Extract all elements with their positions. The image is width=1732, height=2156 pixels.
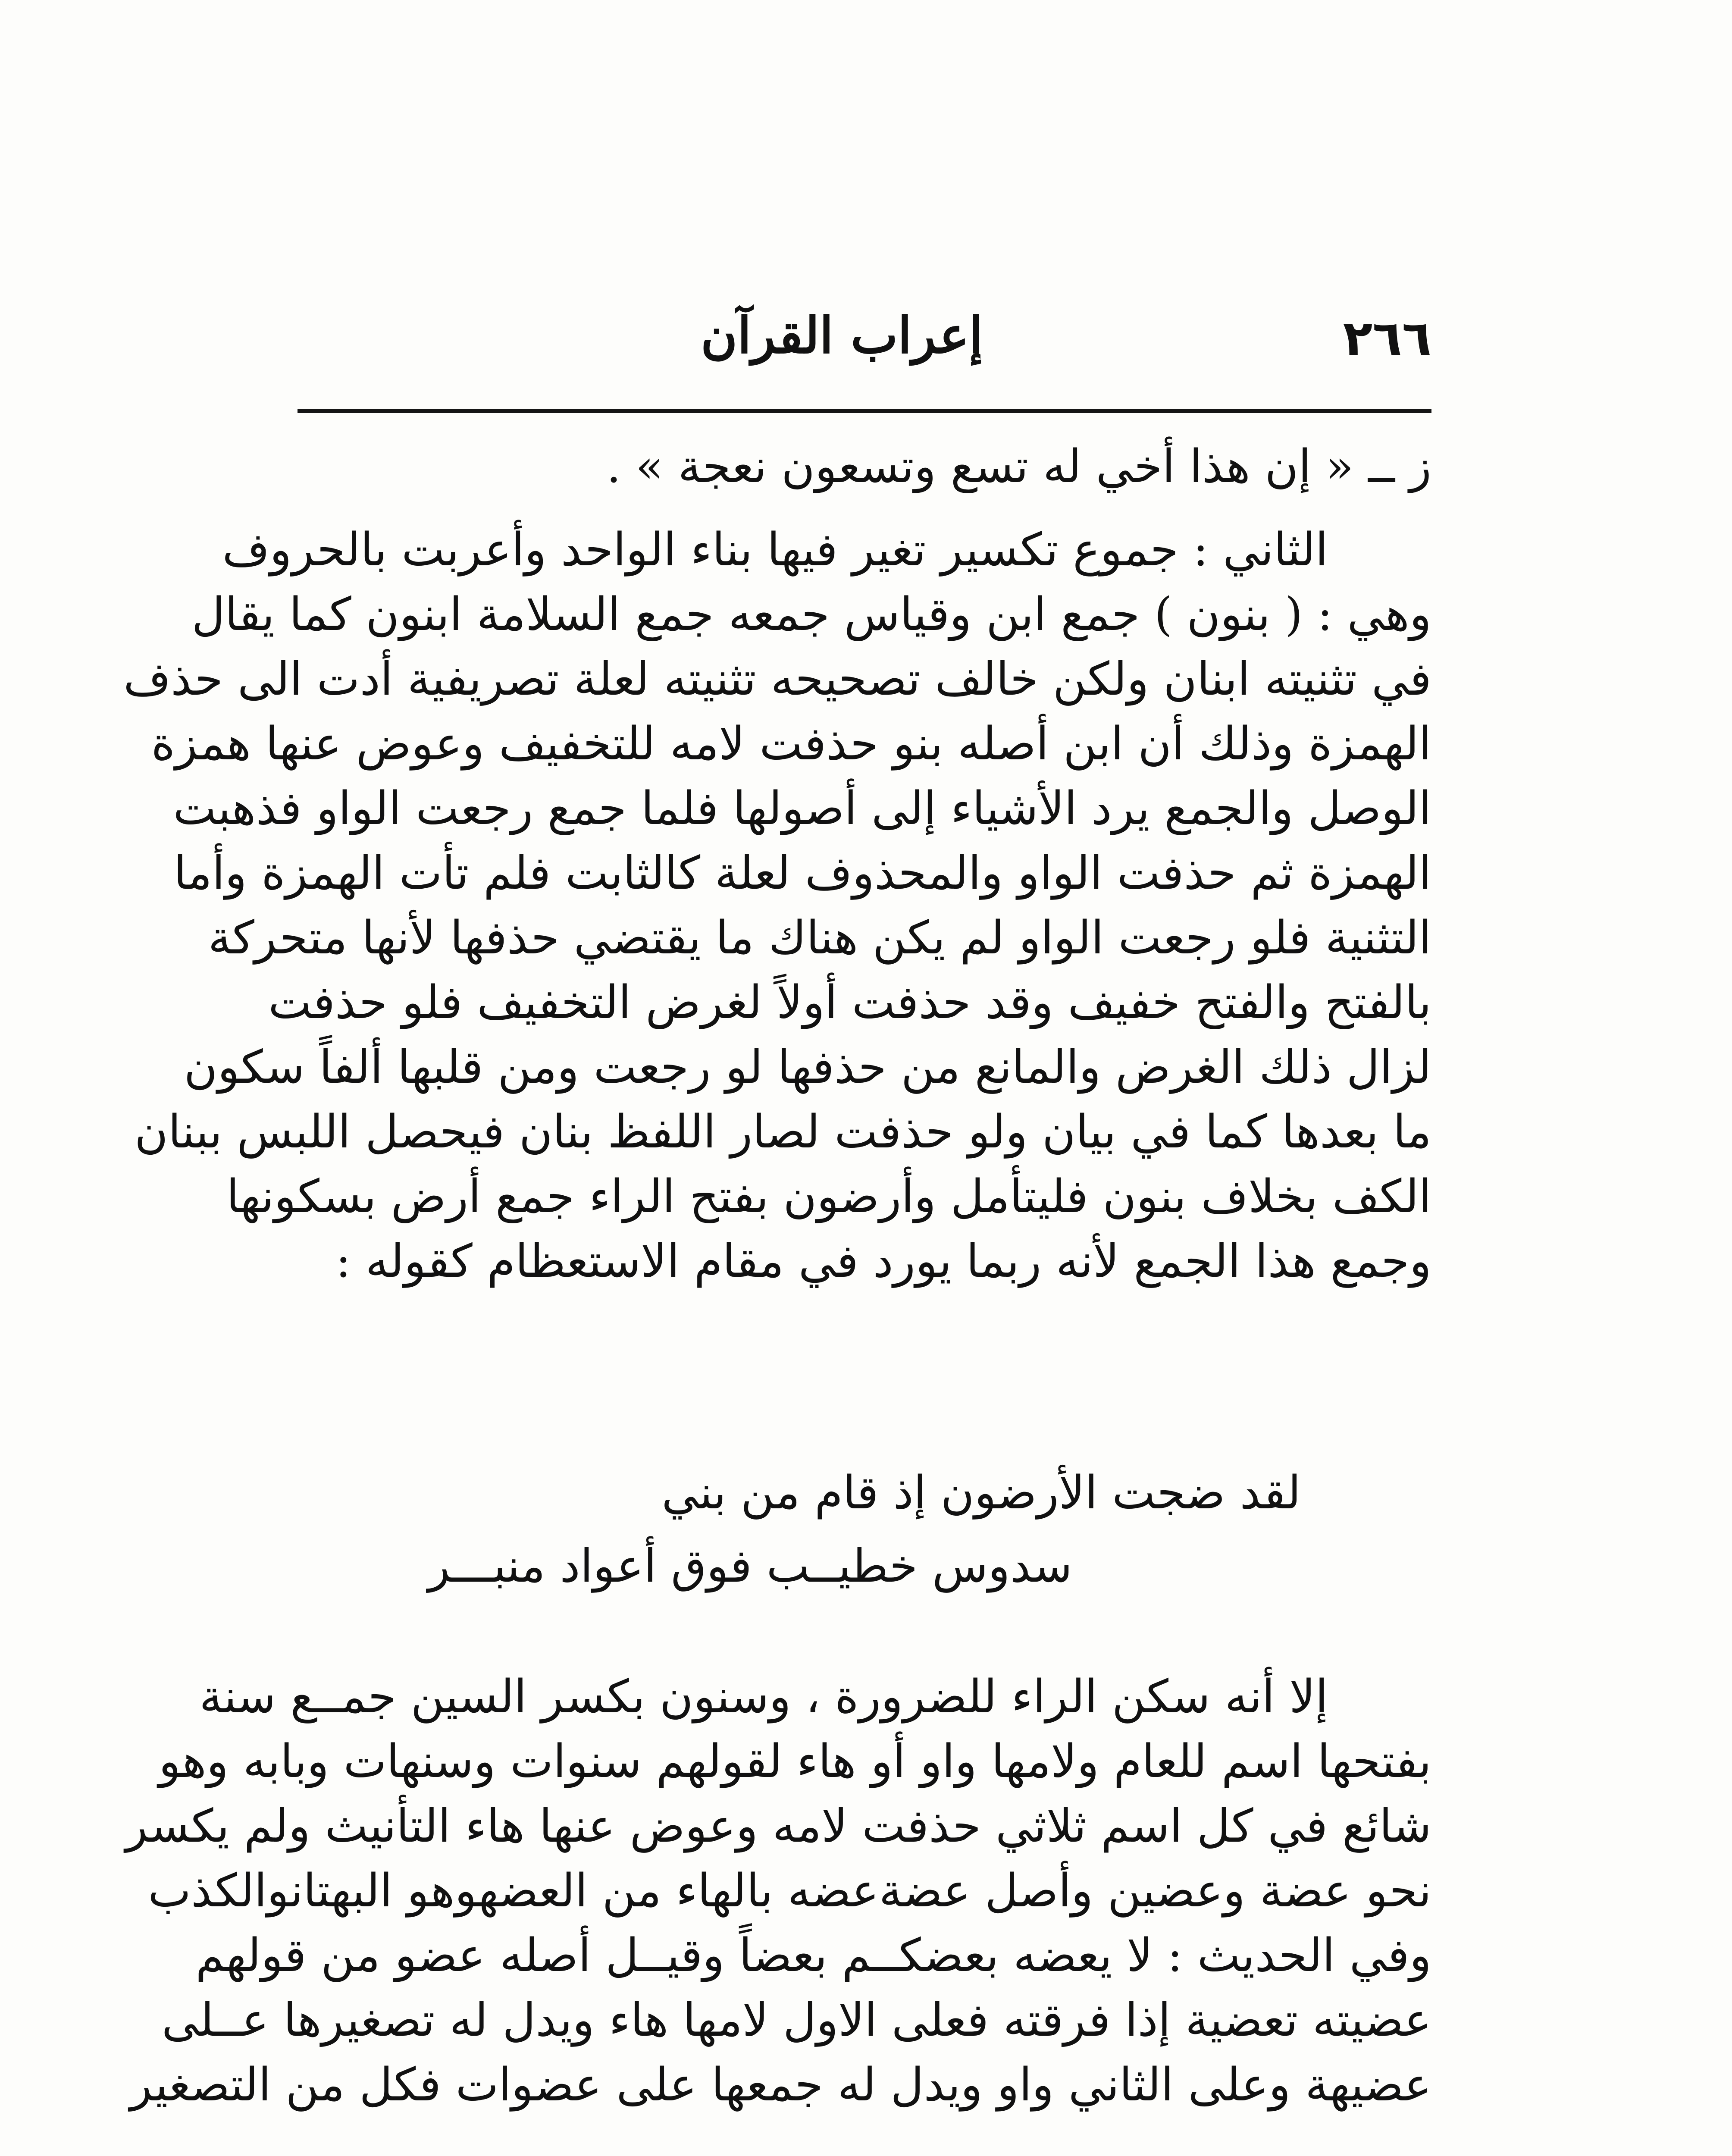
running-title: إعراب القرآن <box>701 306 983 365</box>
text-line: الثاني : جموع تكسير تغير فيها بناء الواحد وأعربت بالحروف <box>222 523 1328 576</box>
verse-line-1: لقد ضجت الأرضون إذ قام من بني <box>661 1466 1301 1519</box>
text-line: الكف بخلاف بنون فليتأمل وأرضون بفتح الراء جمع أرض بسكونها <box>226 1170 1431 1223</box>
text-line: شائع في كل اسم ثلاثي حذفت لامه وعوض عنها هاء التأنيث ولم يكسر <box>125 1799 1431 1852</box>
verse-line-2: سدوس خطيــب فوق أعواد منبـــر <box>428 1539 1072 1592</box>
page-number: ٢٦٦ <box>1343 310 1431 367</box>
text-line: عضيهة وعلى الثاني واو ويدل له جمعها على عضوات فكل من التصغير <box>130 2058 1431 2111</box>
text-line: وهي : ( بنون ) جمع ابن وقياس جمعه جمع السلامة ابنون كما يقال <box>191 588 1431 641</box>
text-line: وجمع هذا الجمع لأنه ربما يورد في مقام الاستعظام كقوله : <box>335 1235 1431 1288</box>
text-line: نحو عضة وعضين وأصل عضةعضه بالهاء من العضهوهو البهتانوالكذب <box>148 1864 1431 1917</box>
text-line: عضيته تعضية إذا فرقته فعلى الاول لامها هاء ويدل له تصغيرها عــلى <box>161 1993 1431 2046</box>
text-line: ما بعدها كما في بيان ولو حذفت لصار اللفظ بنان فيحصل اللبس ببنان <box>134 1105 1431 1158</box>
text-line: إلا أنه سكن الراء للضرورة ، وسنون بكسر السين جمــع سنة <box>199 1670 1328 1723</box>
text-line: الهمزة ثم حذفت الواو والمحذوف لعلة كالثابت فلم تأت الهمزة وأما <box>173 846 1431 899</box>
text-line: في تثنيته ابنان ولكن خالف تصحيحه تثنيته لعلة تصريفية أدت الى حذف <box>123 652 1431 705</box>
text-line: وفي الحديث : لا يعضه بعضكــم بعضاً وقيــل أصله عضو من قولهم <box>195 1929 1431 1982</box>
page-header <box>298 302 1431 384</box>
text-line: التثنية فلو رجعت الواو لم يكن هناك ما يقتضي حذفها لأنها متحركة <box>208 911 1431 964</box>
item-z: ز ــ « إن هذا أخي له تسع وتسعون نعجة » . <box>606 440 1431 493</box>
text-line: بالفتح والفتح خفيف وقد حذفت أولاً لغرض التخفيف فلو حذفت <box>268 976 1431 1029</box>
text-line: لزال ذلك الغرض والمانع من حذفها لو رجعت ومن قلبها ألفاً سكون <box>184 1040 1431 1094</box>
header-rule <box>298 409 1431 413</box>
text-line: الوصل والجمع يرد الأشياء إلى أصولها فلما جمع رجعت الواو فذهبت <box>173 782 1431 835</box>
paragraph-1 <box>123 517 1431 1294</box>
paragraph-2 <box>125 1664 1431 2117</box>
text-line: بفتحها اسم للعام ولامها واو أو هاء لقولهم سنوات وسنهات وبابه وهو <box>159 1735 1431 1788</box>
text-line: الهمزة وذلك أن ابن أصله بنو حذفت لامه للتخفيف وعوض عنها همزة <box>151 717 1431 770</box>
